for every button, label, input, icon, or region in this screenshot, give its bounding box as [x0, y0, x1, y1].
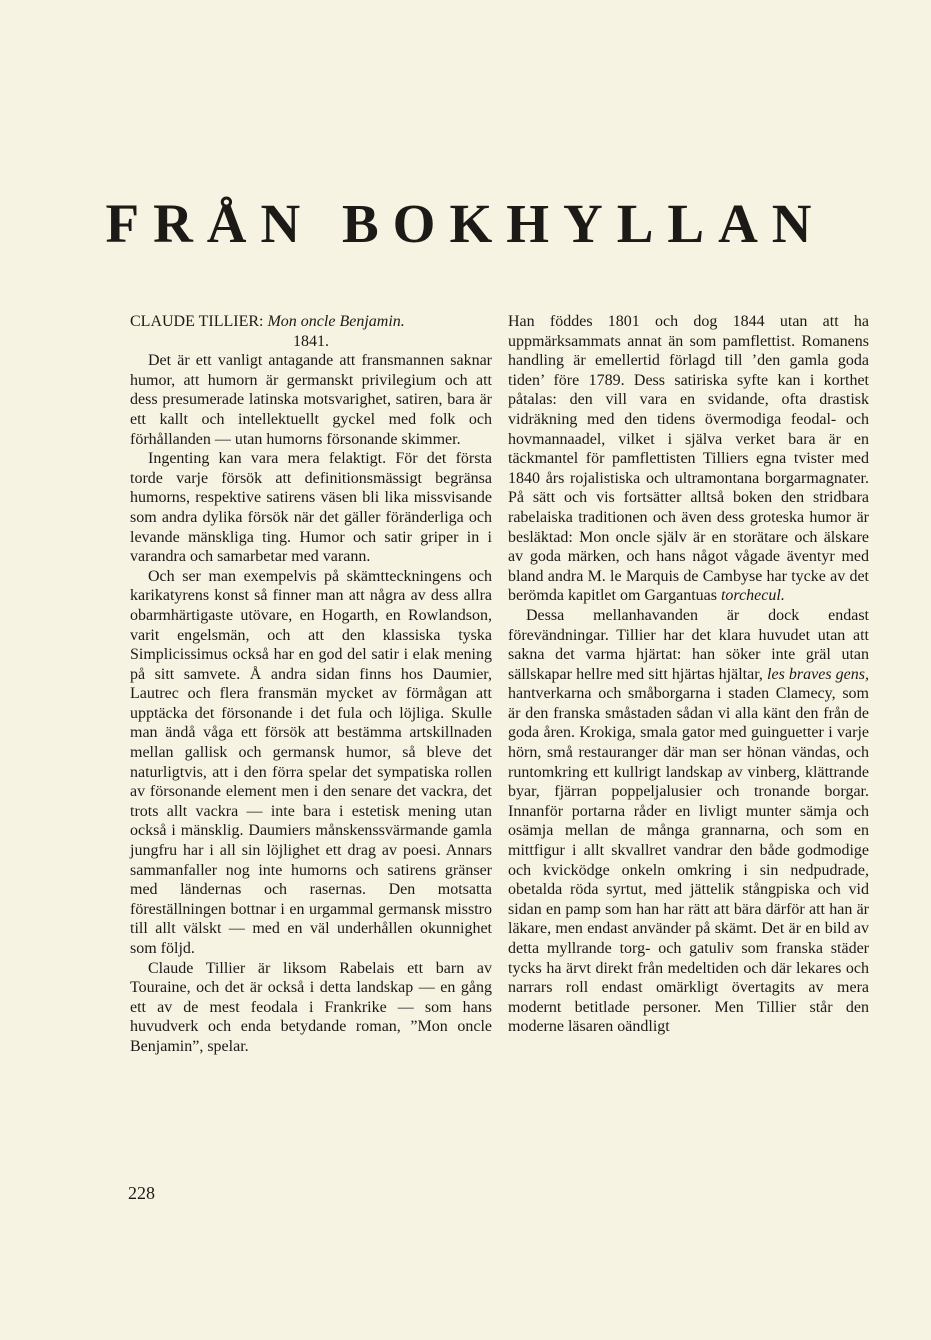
paragraph: Och ser man exempelvis på skämtteckningens och karikatyrens konst så finner man att några av dess allra obarmhärtigaste utövare, en Hogarth, en Rowlandson, varit engelsmän, och att den klassiska tyska Simplicissimus också har en god del satir i elak mening på sitt samvete. Å andra sidan finns hos Daumier, Lautrec och flera fransmän mycket av förmågan att upptäcka det försonande i det fula och löjliga. Skulle man ändå våga ett försök att bestämma artskillnaden mellan gallisk och germansk humor, så bleve det naturligtvis, att i den förra spelar det sympatiska rollen av försonande element men i den senare det vackra, det trots allt vackra — inte bara i estetisk mening utan också i mänsklig. Daumiers månskenssvärmande gamla jungfru har i all sin löjlighet ett drag av poesi. Annars sammanfaller nog inte humorns och satirens gränser med ländernas och rasernas. Den motsatta föreställningen bottnar i en urgammal germansk misstro till allt välskt — med en väl underhållen okunnighet som följd.: [130, 567, 492, 957]
right-column: [508, 312, 869, 1037]
paragraph: [508, 312, 869, 606]
paragraph-text: Dessa mellanhavanden är dock endast förevändningar. Tillier har det klara huvudet utan att sakna det varma hjärtat: han söker inte gräl utan sällskapar hellre med sitt hjärtas hjältar,: [508, 606, 869, 683]
paragraph-text: hantverkarna och småborgarna i staden Clamecy, som är den franska småstaden sådan vi alla känt den från de goda åren. Krokiga, smala gator med guinguetter i varje hörn, små restauranger där man ser hönan vändas, och runtomkring ett kullrigt landskap av vinberg, klättrande byar, fjärran poppeljalusier och tronande borgar. Innanför portarna råder en livligt munter sämja och osämja mellan de många grannarna, och som en mittfigur i allt skvallret vandrar den både godmodige och kvicködge onkeln omkring i sin nedpudrade, obetalda röda syrtut, med jättelik stångpiska och vid sidan en pamp som han har rätt att bära därför att han är läkare, men endast använder på skämt. Det är en bild av detta myllrande torg- och gatuliv som franska städer tycks ha ärvt direkt från medeltiden och där lekares och narrars roll endast omärkligt övertagits av mera modernt betitlade personer. Men Tillier står den moderne läsaren oändligt: [508, 685, 869, 1036]
page-title: FRÅN BOKHYLLAN: [105, 193, 826, 254]
heading-work: Mon oncle Benjamin.: [267, 313, 405, 330]
italic-term: les braves gens,: [767, 665, 869, 683]
paragraph-text: Han föddes 1801 och dog 1844 utan att ha uppmärksammats annat än som pamflettist. Romanens handling är emellertid förlagd till ’den gamla goda tiden’ före 1789. Dess satiriska syfte kan i korthet påtalas: den vill vara en svidande, ofta drastisk vidräkning med den tidens övermodiga feodal- och hovmannaadel, vilket i själva verket bara är en täckmantel för pamflettisten Tilliers egna tvister med 1840 års rojalistiska och ultramontana borgarmagnater. På sätt och vis fortsätter alltså boken den stridbara rabelaiska traditionen och även dess groteska humor är besläktad: Mon oncle själv är en storätare och älskare av goda märken, och hans något vågade äventyr med bland andra M. le Marquis de Cambyse har tycke av det berömda kapitlet om Gargantuas: [508, 313, 869, 605]
article-heading: [130, 312, 492, 351]
left-column: [130, 312, 492, 1057]
heading-year: 1841.: [293, 332, 329, 350]
page-number: 228: [128, 1183, 155, 1203]
paragraph: Ingenting kan vara mera felaktigt. För det första torde varje försök att definitionsmässigt begränsa humorns, respektive satirens väsen bli lika missvisande som andra dylika försök när det gäller föränderliga och levande mänskliga ting. Humor och satir griper in i varandra och samarbetar med varann.: [130, 450, 492, 566]
paragraph: [508, 606, 869, 1037]
heading-author: CLAUDE TILLIER:: [130, 313, 264, 330]
italic-term: torchecul.: [720, 587, 785, 605]
paragraph: Claude Tillier är liksom Rabelais ett barn av Touraine, och det är också i detta landskap — en gång ett av de mest feodala i Frankrike — som hans huvudverk och enda betydande roman, ”Mon oncle Benjamin”, spelar.: [130, 959, 492, 1055]
paragraph: Det är ett vanligt antagande att fransmannen saknar humor, att humorn är germanskt privilegium och att dess presumerade latinska motsvarighet, satiren, bara är ett kallt och intellektuellt gyckel med folk och förhållanden — utan humorns försonande skimmer.: [130, 352, 492, 448]
